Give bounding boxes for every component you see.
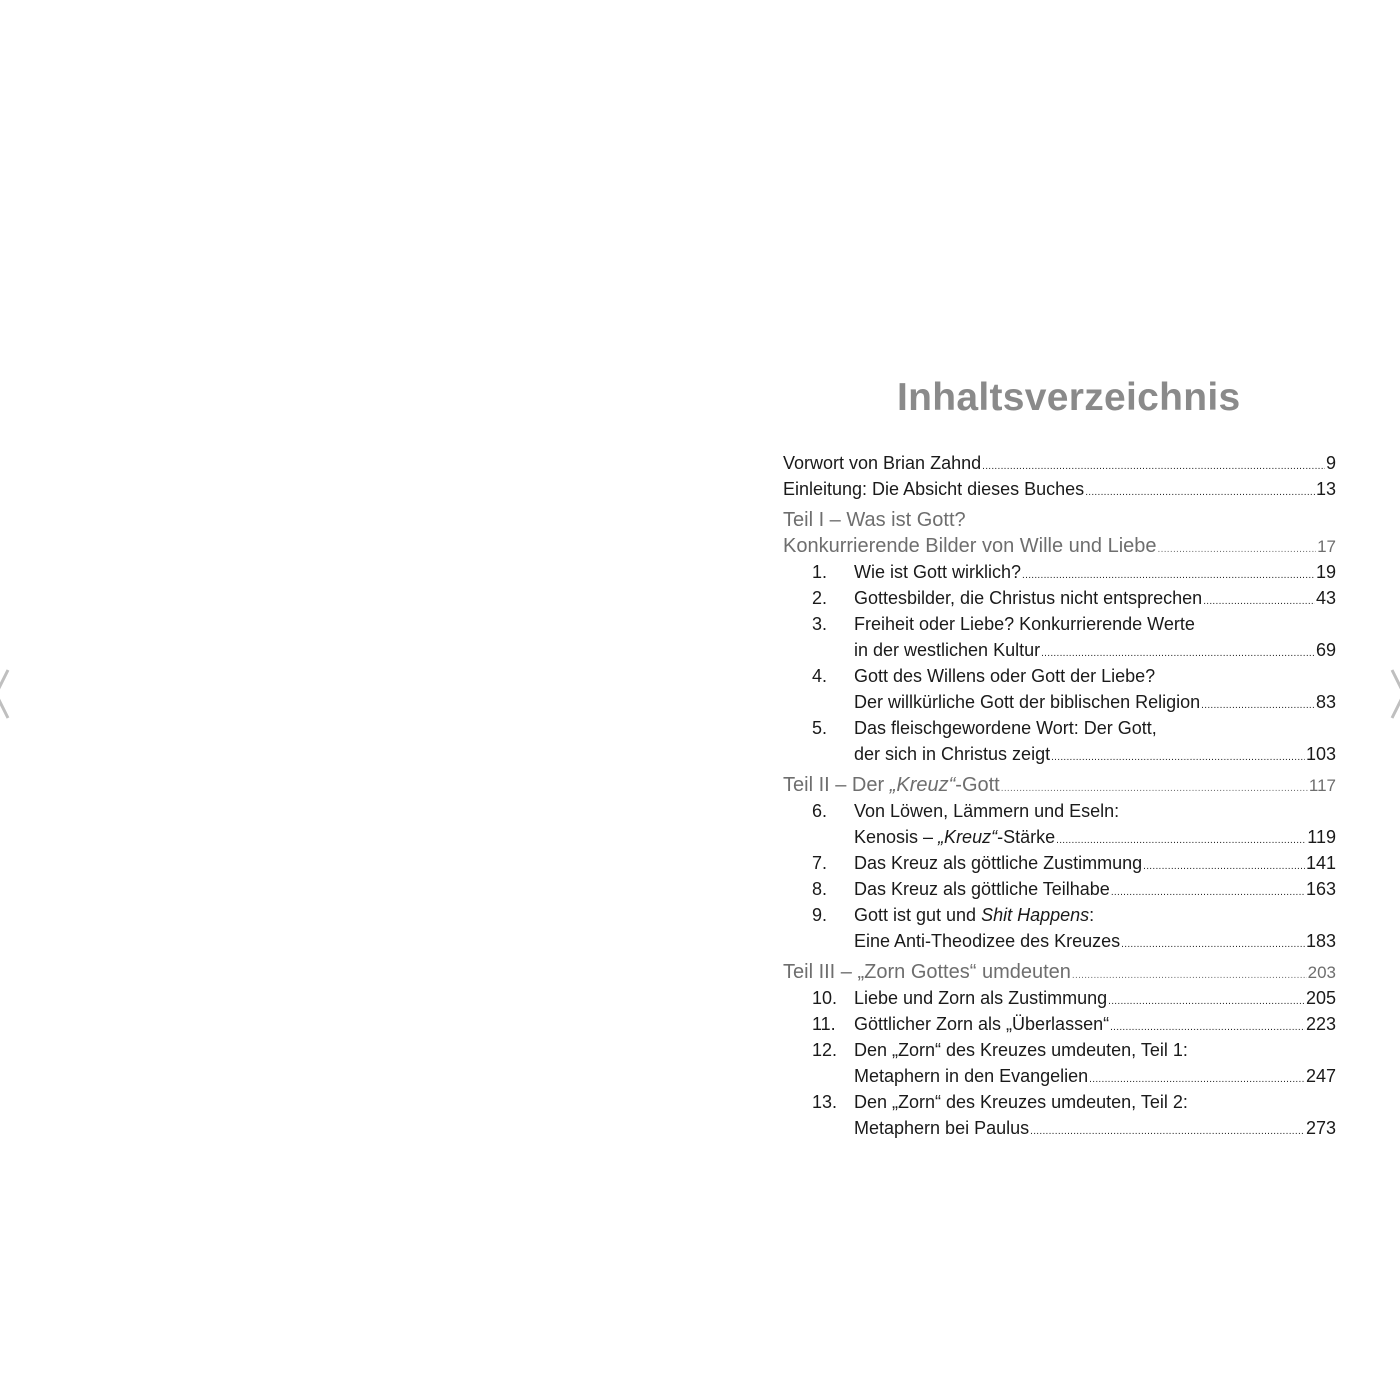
chapter-title-suffix: : xyxy=(1089,905,1095,925)
toc-entry-foreword[interactable] xyxy=(783,450,1336,476)
toc-entry-chapter-13-line2[interactable] xyxy=(783,1115,1336,1141)
page-title: Inhaltsverzeichnis xyxy=(897,376,1241,419)
dot-leader xyxy=(1203,589,1315,615)
toc-entry-chapter-11[interactable] xyxy=(783,1011,1336,1037)
chapter-number: 5. xyxy=(812,718,828,738)
page-number: 183 xyxy=(1305,931,1336,951)
chapter-number: 4. xyxy=(812,666,828,686)
chapter-title-continued: Metaphern bei Paulus xyxy=(854,1118,1030,1138)
chapter-title-continued: in der westlichen Kultur xyxy=(854,640,1041,660)
page-number: 69 xyxy=(1315,640,1336,660)
chapter-title-continued: Der willkürliche Gott der biblischen Religion xyxy=(854,692,1201,712)
toc-entry-chapter-8[interactable] xyxy=(783,876,1336,902)
chapter-number: 11. xyxy=(812,1014,836,1034)
chapter-title: Freiheit oder Liebe? Konkurrierende Werte xyxy=(854,614,1195,634)
page-number: 13 xyxy=(1315,479,1336,499)
dot-leader xyxy=(1085,480,1315,506)
chapter-title: Den „Zorn“ des Kreuzes umdeuten, Teil 2: xyxy=(854,1092,1188,1112)
part-heading-1[interactable] xyxy=(783,507,1336,533)
chapter-title-prefix: Gott ist gut und xyxy=(854,905,982,925)
dot-leader xyxy=(1158,537,1317,563)
page-number: 17 xyxy=(1317,537,1336,556)
page-number: 205 xyxy=(1305,988,1336,1008)
previous-page-arrow[interactable] xyxy=(0,666,14,722)
chapter-number: 9. xyxy=(812,905,828,925)
page-number: 141 xyxy=(1305,853,1336,873)
chapter-number: 2. xyxy=(812,588,828,608)
chapter-title-emphasis: Shit Happens xyxy=(981,905,1090,925)
chapter-title: Das Kreuz als göttliche Teilhabe xyxy=(854,879,1110,899)
chapter-title: Das fleischgewordene Wort: Der Gott, xyxy=(854,718,1157,738)
part-title-emphasis: „Kreuz“ xyxy=(889,774,956,796)
part-title-line: Teil I – Was ist Gott? xyxy=(783,509,966,531)
toc-entry-introduction[interactable] xyxy=(783,476,1336,502)
page-number: 203 xyxy=(1307,963,1336,982)
page-number: 83 xyxy=(1315,692,1336,712)
dot-leader xyxy=(1121,932,1305,958)
entry-label: Einleitung: Die Absicht dieses Buches xyxy=(783,479,1085,499)
chapter-title: Wie ist Gott wirklich? xyxy=(854,562,1022,582)
chapter-title-continued xyxy=(854,824,1055,850)
chapter-number: 10. xyxy=(812,988,838,1008)
page-number: 43 xyxy=(1315,588,1336,608)
dot-leader xyxy=(1051,745,1305,771)
chapter-title-prefix: Kenosis – xyxy=(854,827,939,847)
chapter-title: Den „Zorn“ des Kreuzes umdeuten, Teil 1: xyxy=(854,1040,1188,1060)
dot-leader xyxy=(1108,989,1305,1015)
chevron-right-icon xyxy=(1386,666,1400,722)
part-heading-1-line2[interactable] xyxy=(783,533,1336,559)
chapter-title: Gottesbilder, die Christus nicht entsprechen xyxy=(854,588,1203,608)
toc-entry-chapter-1[interactable] xyxy=(783,559,1336,585)
toc-entry-chapter-2[interactable] xyxy=(783,585,1336,611)
page-number: 273 xyxy=(1305,1118,1336,1138)
chapter-title: Liebe und Zorn als Zustimmung xyxy=(854,988,1108,1008)
page-number: 117 xyxy=(1308,776,1336,795)
toc-entry-chapter-7[interactable] xyxy=(783,850,1336,876)
chapter-title-continued: Eine Anti-Theodizee des Kreuzes xyxy=(854,931,1121,951)
toc-entry-chapter-9-line2[interactable] xyxy=(783,928,1336,954)
part-heading-3[interactable] xyxy=(783,959,1336,985)
page-number: 9 xyxy=(1325,453,1336,473)
toc-entry-chapter-4-line2[interactable] xyxy=(783,689,1336,715)
toc-entry-chapter-12-line2[interactable] xyxy=(783,1063,1336,1089)
toc-entry-chapter-5-line2[interactable] xyxy=(783,741,1336,767)
page-number: 223 xyxy=(1305,1014,1336,1034)
chapter-title: Das Kreuz als göttliche Zustimmung xyxy=(854,853,1143,873)
chapter-number: 3. xyxy=(812,614,828,634)
dot-leader xyxy=(1111,880,1305,906)
toc-entry-chapter-10[interactable] xyxy=(783,985,1336,1011)
part-title-line: Konkurrierende Bilder von Wille und Liebe xyxy=(783,535,1157,557)
chapter-title xyxy=(854,902,1094,928)
part-heading-2[interactable] xyxy=(783,772,1336,798)
page-number: 163 xyxy=(1305,879,1336,899)
chapter-title-suffix: -Stärke xyxy=(997,827,1056,847)
toc-entry-chapter-6-line2[interactable] xyxy=(783,824,1336,850)
page-number: 119 xyxy=(1307,827,1336,847)
part-title-suffix: -Gott xyxy=(955,774,1000,796)
toc-entry-chapter-3-line2[interactable] xyxy=(783,637,1336,663)
chapter-title-continued: Metaphern in den Evangelien xyxy=(854,1066,1089,1086)
chapter-number: 1. xyxy=(812,562,828,582)
chapter-number: 12. xyxy=(812,1040,838,1060)
part-title-prefix: Teil II – Der xyxy=(783,774,890,796)
chapter-title: Von Löwen, Lämmern und Eseln: xyxy=(854,801,1120,821)
dot-leader xyxy=(1201,693,1315,719)
chapter-number: 7. xyxy=(812,853,828,873)
page-number: 19 xyxy=(1315,562,1336,582)
page-number: 247 xyxy=(1305,1066,1336,1086)
chapter-title: Göttlicher Zorn als „Überlassen“ xyxy=(854,1014,1110,1034)
chapter-number: 13. xyxy=(812,1092,838,1112)
table-of-contents xyxy=(783,450,1336,1141)
chapter-title-emphasis: „Kreuz“ xyxy=(938,827,998,847)
part-title-line xyxy=(783,772,1000,798)
part-title-line: Teil III – „Zorn Gottes“ umdeuten xyxy=(783,961,1071,983)
entry-label: Vorwort von Brian Zahnd xyxy=(783,453,982,473)
chapter-number: 6. xyxy=(812,801,828,821)
dot-leader xyxy=(1143,854,1305,880)
dot-leader xyxy=(1030,1119,1305,1145)
chapter-title-continued: der sich in Christus zeigt xyxy=(854,744,1051,764)
chapter-title: Gott des Willens oder Gott der Liebe? xyxy=(854,666,1156,686)
chapter-number: 8. xyxy=(812,879,828,899)
chevron-left-icon xyxy=(0,666,14,722)
next-page-arrow[interactable] xyxy=(1386,666,1400,722)
page-number: 103 xyxy=(1305,744,1336,764)
